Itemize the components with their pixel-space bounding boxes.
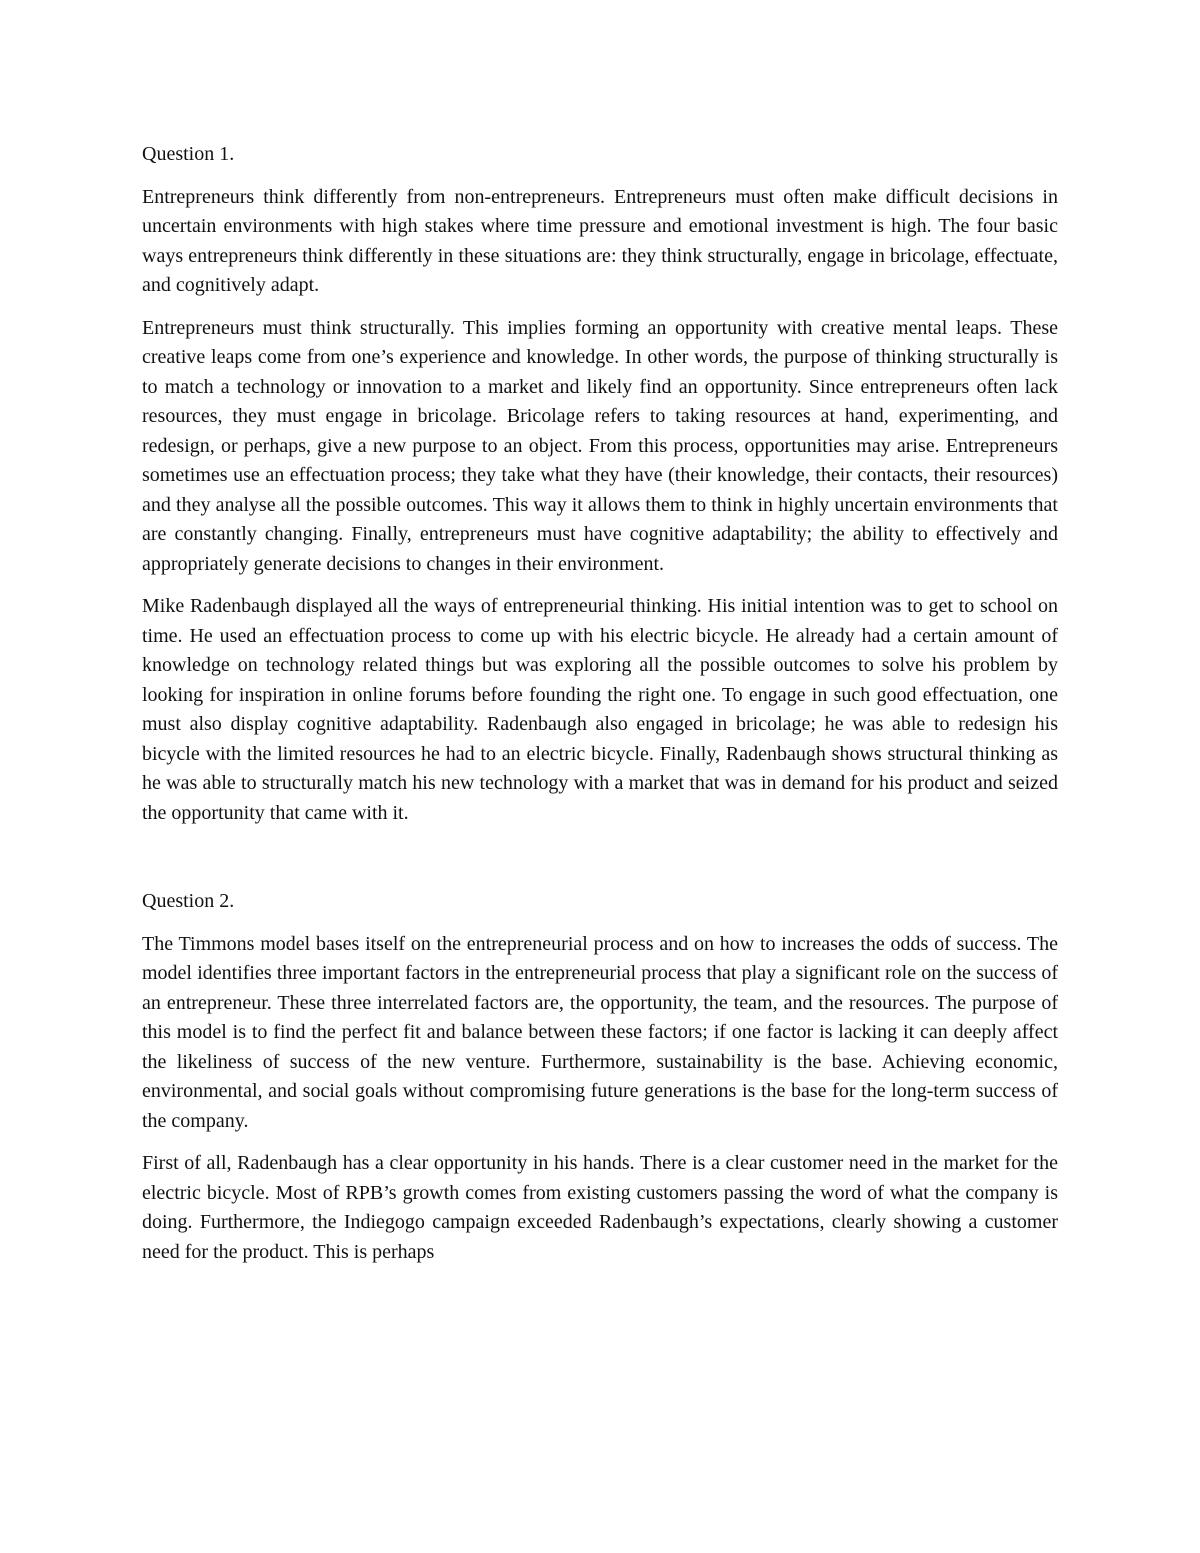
paragraph: Entrepreneurs think differently from non-entrepreneurs. Entrepreneurs must often make difficult decisions in uncertain environments with high stakes where time pressure and emotional investment is high. The four basic ways entrepreneurs think differently in these situations are: they think structurally, engage in bricolage, effectuate, and cognitively adapt. (142, 185, 1058, 296)
paragraph: The Timmons model bases itself on the entrepreneurial process and on how to increases the odds of success. The model identifies three important factors in the entrepreneurial process that play a significant role on the success of an entrepreneur. These three interrelated factors are, the opportunity, the team, and the resources. The purpose of this model is to find the perfect fit and balance between these factors; if one factor is lacking it can deeply affect the likeliness of success of the new venture. Furthermore, sustainability is the base. Achieving economic, environmental, and social goals without compromising future generations is the base for the long-term success of the company. (142, 932, 1058, 1132)
paragraph: First of all, Radenbaugh has a clear opportunity in his hands. There is a clear customer need in the market for the electric bicycle. Most of RPB’s growth comes from existing customers passing the word of what the company is doing. Furthermore, the Indiegogo campaign exceeded Radenbaugh’s expectations, clearly showing a customer need for the product. This is perhaps (142, 1152, 1058, 1263)
question-1-heading: Question 1. (142, 143, 235, 165)
paragraph: Entrepreneurs must think structurally. This implies forming an opportunity with creative mental leaps. These creative leaps come from one’s experience and knowledge. In other words, the purpose of thinking structurally is to match a technology or innovation to a market and likely find an opportunity. Since entrepreneurs often lack resources, they must engage in bricolage. Bricolage refers to taking resources at hand, experimenting, and redesign, or perhaps, give a new purpose to an object. From this process, opportunities may arise. Entrepreneurs sometimes use an effectuation process; they take what they have (their knowledge, their contacts, their resources) and they analyse all the possible outcomes. This way it allows them to think in highly uncertain environments that are constantly changing. Finally, entrepreneurs must have cognitive adaptability; the ability to effectively and appropriately generate decisions to changes in their environment. (142, 316, 1058, 575)
section-question-2 (142, 887, 1058, 1267)
paragraph: Mike Radenbaugh displayed all the ways of entrepreneurial thinking. His initial intention was to get to school on time. He used an effectuation process to come up with his electric bicycle. He already had a certain amount of knowledge on technology related things but was exploring all the possible outcomes to solve his problem by looking for inspiration in online forums before founding the right one. To engage in such good effectuation, one must also display cognitive adaptability. Radenbaugh also engaged in bricolage; he was able to redesign his bicycle with the limited resources he had to an electric bicycle. Finally, Radenbaugh shows structural thinking as he was able to structurally match his new technology with a market that was in demand for his product and seized the opportunity that came with it. (142, 595, 1058, 824)
document-page (142, 140, 1058, 1280)
question-2-heading: Question 2. (142, 890, 235, 912)
section-question-1 (142, 140, 1058, 828)
section-spacer (142, 841, 1058, 887)
